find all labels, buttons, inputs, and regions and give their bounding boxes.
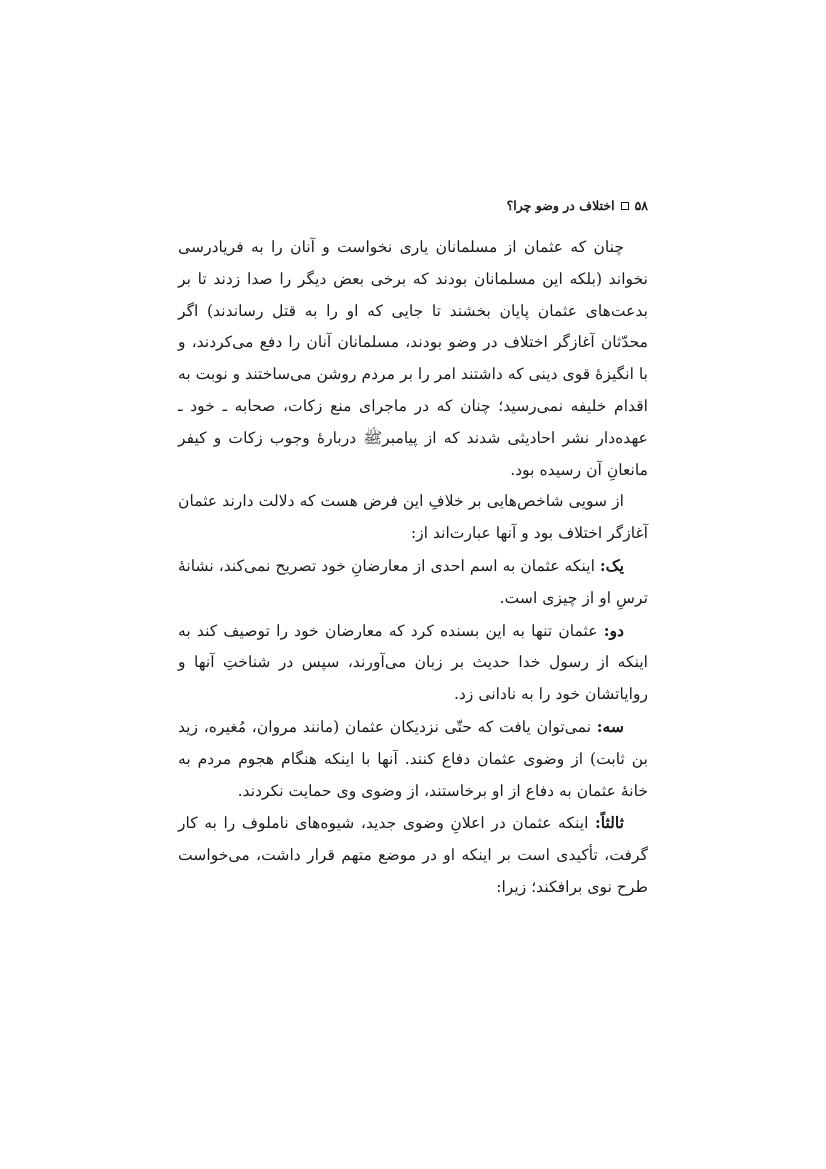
paragraph-point-one xyxy=(178,550,648,615)
point-label: دو: xyxy=(603,620,624,640)
paragraph-point-two xyxy=(178,615,648,711)
paragraph-point-three xyxy=(178,711,648,807)
paragraph-text: از سویی شاخص‌هایی بر خلافِ این فرض هست که دلالت دارند عثمان آغازگر اختلاف بود و آنها عبارت‌اند از: xyxy=(178,492,648,543)
paragraph-indicators xyxy=(178,486,648,550)
point-label: یک: xyxy=(599,555,624,575)
page-number: ۵۸ xyxy=(634,198,648,213)
point-label: ثالثاً: xyxy=(594,813,624,833)
running-title: اختلاف در وضو چرا؟ xyxy=(506,198,615,213)
paragraph-text: عثمان تنها به این بسنده کرد که معارضان خود را توصیف کند به اینکه از رسول خدا حدیث بر زبان می‌آورند، سپس در شناختِ آنها و روایاتشان خود را به نادانی زد. xyxy=(178,621,648,704)
paragraph-text: نمی‌توان یافت که حتّی نزدیکان عثمان (مانند مروان، مُغیره، زید بن ثابت) از وضوی عثمان دفاع کنند. آنها با اینکه هنگام هجوم مردم به خانهٔ عثمان به دفاع از او برخاستند، از وضوی وی حمایت نکردند. xyxy=(178,717,648,800)
square-bullet-icon xyxy=(621,202,629,210)
paragraph-thirdly xyxy=(178,807,648,903)
running-header xyxy=(178,198,648,213)
paragraph-text: اینکه عثمان در اعلانِ وضوی جدید، شیوه‌های ناملوف را به کار گرفت، تأکیدی است بر اینکه او در موضع متهم قرار داشت، می‌خواست طرح نوی برافکند؛ زیرا: xyxy=(178,814,648,896)
paragraph-intro xyxy=(178,232,648,486)
point-label: سه: xyxy=(596,716,624,736)
paragraph-text: چنان که عثمان از مسلمانان یاری نخواست و آنان را به فریادرسی نخواند (بلکه این مسلمانان بودند که برخی بعض دیگر را صدا زدند تا بر بدعت‌های عثمان پایان بخشند تا جایی که او را به قتل رساندند) اگر محدّثان آغازگر اختلاف در وضو بودند، مسلمانان آنان را دفع می‌کردند، و با انگیزهٔ قوی دینی که داشتند امر را بر مردم روشن می‌ساختند و نوبت به اقدام خلیفه نمی‌رسید؛ چنان که در ماجرای منع زکات، صحابه ـ خود ـ عهده‌دار نشر احادیثی شدند که از پیامبرﷺ دربارهٔ وجوب زکات و کیفر مانعانِ آن رسیده بود. xyxy=(177,238,648,479)
body-text xyxy=(178,232,648,904)
paragraph-text: اینکه عثمان به اسم احدی از معارضانِ خود تصریح نمی‌کند، نشانهٔ ترسِ او از چیزی است. xyxy=(178,556,648,607)
